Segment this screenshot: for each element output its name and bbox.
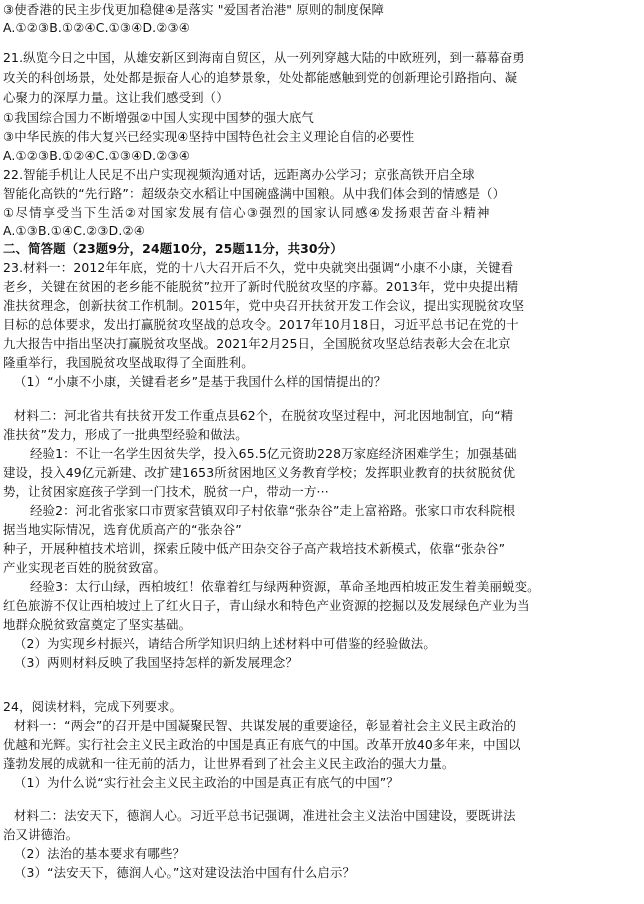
q23-material2-line-2: 准扶贫”发力，形成了一批典型经验和做法。: [3, 427, 248, 442]
q24-intro: 24，阅读材料，完成下列要求。: [3, 699, 183, 714]
q23-sub-question-2: （2）为实现乡村振兴，请结合所学知识归纳上述材料中可借鉴的经验做法。: [14, 636, 436, 651]
q23-experience1-line-1: 经验1：不让一名学生因贫失学，投入65.5亿元资助228万家庭经济困难学生；加强基础: [30, 446, 517, 461]
q21-choice-line-2: ③中华民族的伟大复兴已经实现④坚持中国特色社会主义理论自信的必要性: [3, 129, 415, 144]
q23-sub-question-1: （1）“小康不小康，关键看老乡”是基于我国什么样的国情提出的？: [14, 374, 387, 389]
q20-answer-options: A.①②③B.①②④C.①③④D.②③④: [3, 20, 191, 35]
q23-material1-line-6: 隆重举行，我国脱贫攻坚战取得了全面胜利。: [3, 355, 254, 370]
q22-stem-line-2: 智能化高铁的“先行路”：超级杂交水稻让中国碗盛满中国粮。从中我们体会到的情感是（）: [3, 186, 506, 201]
q22-choice-line: ①尽情享受当下生活②对国家发展有信心③强烈的国家认同感④发扬艰苦奋斗精神: [3, 205, 491, 220]
q24-material2-line-2: 治又讲德治。: [3, 827, 79, 842]
q21-stem-line-2: 攻关的科创场景，处处都是振奋人心的追梦景象，处处都能感触到党的创新理论引路指向、凝: [3, 70, 518, 85]
q24-sub-question-1: （1）为什么说“实行社会主义民主政治的中国是真正有底气的中国”？: [14, 775, 399, 790]
q24-material1-line-1: 材料一：“两会”的召开是中国凝聚民智、共谋发展的重要途径，彰显着社会主义民主政治的: [14, 718, 517, 733]
q24-material1-line-3: 蓬勃发展的成就和一往无前的活力，让世界看到了社会主义民主政治的强大力量。: [3, 756, 455, 771]
q21-stem-line-1: 21.纵览今日之中国，从雄安新区到海南自贸区，从一列列穿越大陆的中欧班列，到一幕幕奋勇: [3, 50, 525, 65]
q23-experience3-line-3: 地群众脱贫致富奠定了坚实基础。: [3, 617, 192, 632]
q23-experience2-line-4: 产业实现老百姓的脱贫致富。: [3, 560, 167, 575]
q24-material2-line-1: 材料二：法安天下，德润人心。习近平总书记强调，准进社会主义法治中国建设，要既讲法: [14, 808, 516, 823]
q23-experience2-line-2: 据当地实际情况，选育优质高产的“张杂谷”: [3, 522, 242, 537]
q23-sub-question-3: （3）两则材料反映了我国坚持怎样的新发展理念？: [14, 655, 298, 670]
q23-material1-line-1: 23.材料一：2012年年底，党的十八大召开后不久，党中央就突出强调“小康不小康，关键看: [3, 260, 514, 275]
q24-material1-line-2: 优越和光辉。实行社会主义民主政治的中国是真正有底气的中国。改革开放40多年来，中国以: [3, 737, 521, 752]
q22-stem-line-1: 22.智能手机让人民足不出户实现视频沟通对话，远距离办公学习；京张高铁开启全球: [3, 167, 475, 182]
q22-answer-options: A.①③B.①④C.②③D.②④: [3, 223, 145, 238]
q24-sub-question-3: （3）“法安天下，德润人心。”这对建设法治中国有什么启示？: [14, 865, 356, 880]
q20-option-line: ③使香港的民主步伐更加稳健④是落实 "爱国者治港" 原则的制度保障: [3, 2, 384, 17]
q23-material2-line-1: 材料二：河北省共有扶贫开发工作重点县62个，在脱贫攻坚过程中，河北因地制宜，向“精: [14, 408, 514, 423]
q21-stem-line-3: 心聚力的深厚力量。这让我们感受到（）: [3, 90, 229, 105]
q23-material1-line-3: 准扶贫理念，创新扶贫工作机制。2015年，党中央召开扶贫开发工作会议，提出实现脱贫攻坚: [3, 298, 525, 313]
q23-experience2-line-1: 经验2：河北省张家口市贾家营镇双印子村依靠“张杂谷”走上富裕路。张家口市农科院根: [30, 503, 516, 518]
q23-experience2-line-3: 种子，开展种植技术培训，探索丘陵中低产田杂交谷子高产栽培技术新模式，依靠“张杂谷”: [3, 541, 506, 556]
q23-material1-line-5: 九大报告中指出坚决打赢脱贫攻坚战。2021年2月25日，全国脱贫攻坚总结表彰大会在北京: [3, 336, 511, 351]
q23-material1-line-4: 目标的总体要求，发出打赢脱贫攻坚战的总攻令。2017年10月18日，习近平总书记在党的十: [3, 317, 519, 332]
q23-material1-line-2: 老乡，关键在贫困的老乡能不能脱贫”拉开了新时代脱贫攻坚的序幕。2013年，党中央提出精: [3, 279, 519, 294]
q23-experience3-line-2: 红色旅游不仅让西柏坡过上了红火日子，青山绿水和特色产业资源的挖掘以及发展绿色产业为当: [3, 598, 530, 613]
q21-answer-options: A.①②③B.①②④C.①③④D.②③④: [3, 148, 191, 163]
q24-sub-question-2: （2）法治的基本要求有哪些？: [14, 846, 186, 861]
q21-choice-line-1: ①我国综合国力不断增强②中国人实现中国梦的强大底气: [3, 110, 314, 125]
q23-experience1-line-2: 建设，投入49亿元新建、改扩建1653所贫困地区义务教育学校；发挥职业教育的扶贫脱贫优: [3, 465, 516, 480]
q23-experience1-line-3: 势，让贫困家庭孩子学到一门技术，脱贫一户，带动一方···: [3, 484, 329, 499]
section-title: 二、简答题（23题9分，24题10分，25题11分，共30分）: [3, 241, 343, 256]
q23-experience3-line-1: 经验3：太行山绿，西柏坡红！依靠着红与绿两种资源，革命圣地西柏坡正发生着美丽蜕变。: [30, 579, 540, 594]
